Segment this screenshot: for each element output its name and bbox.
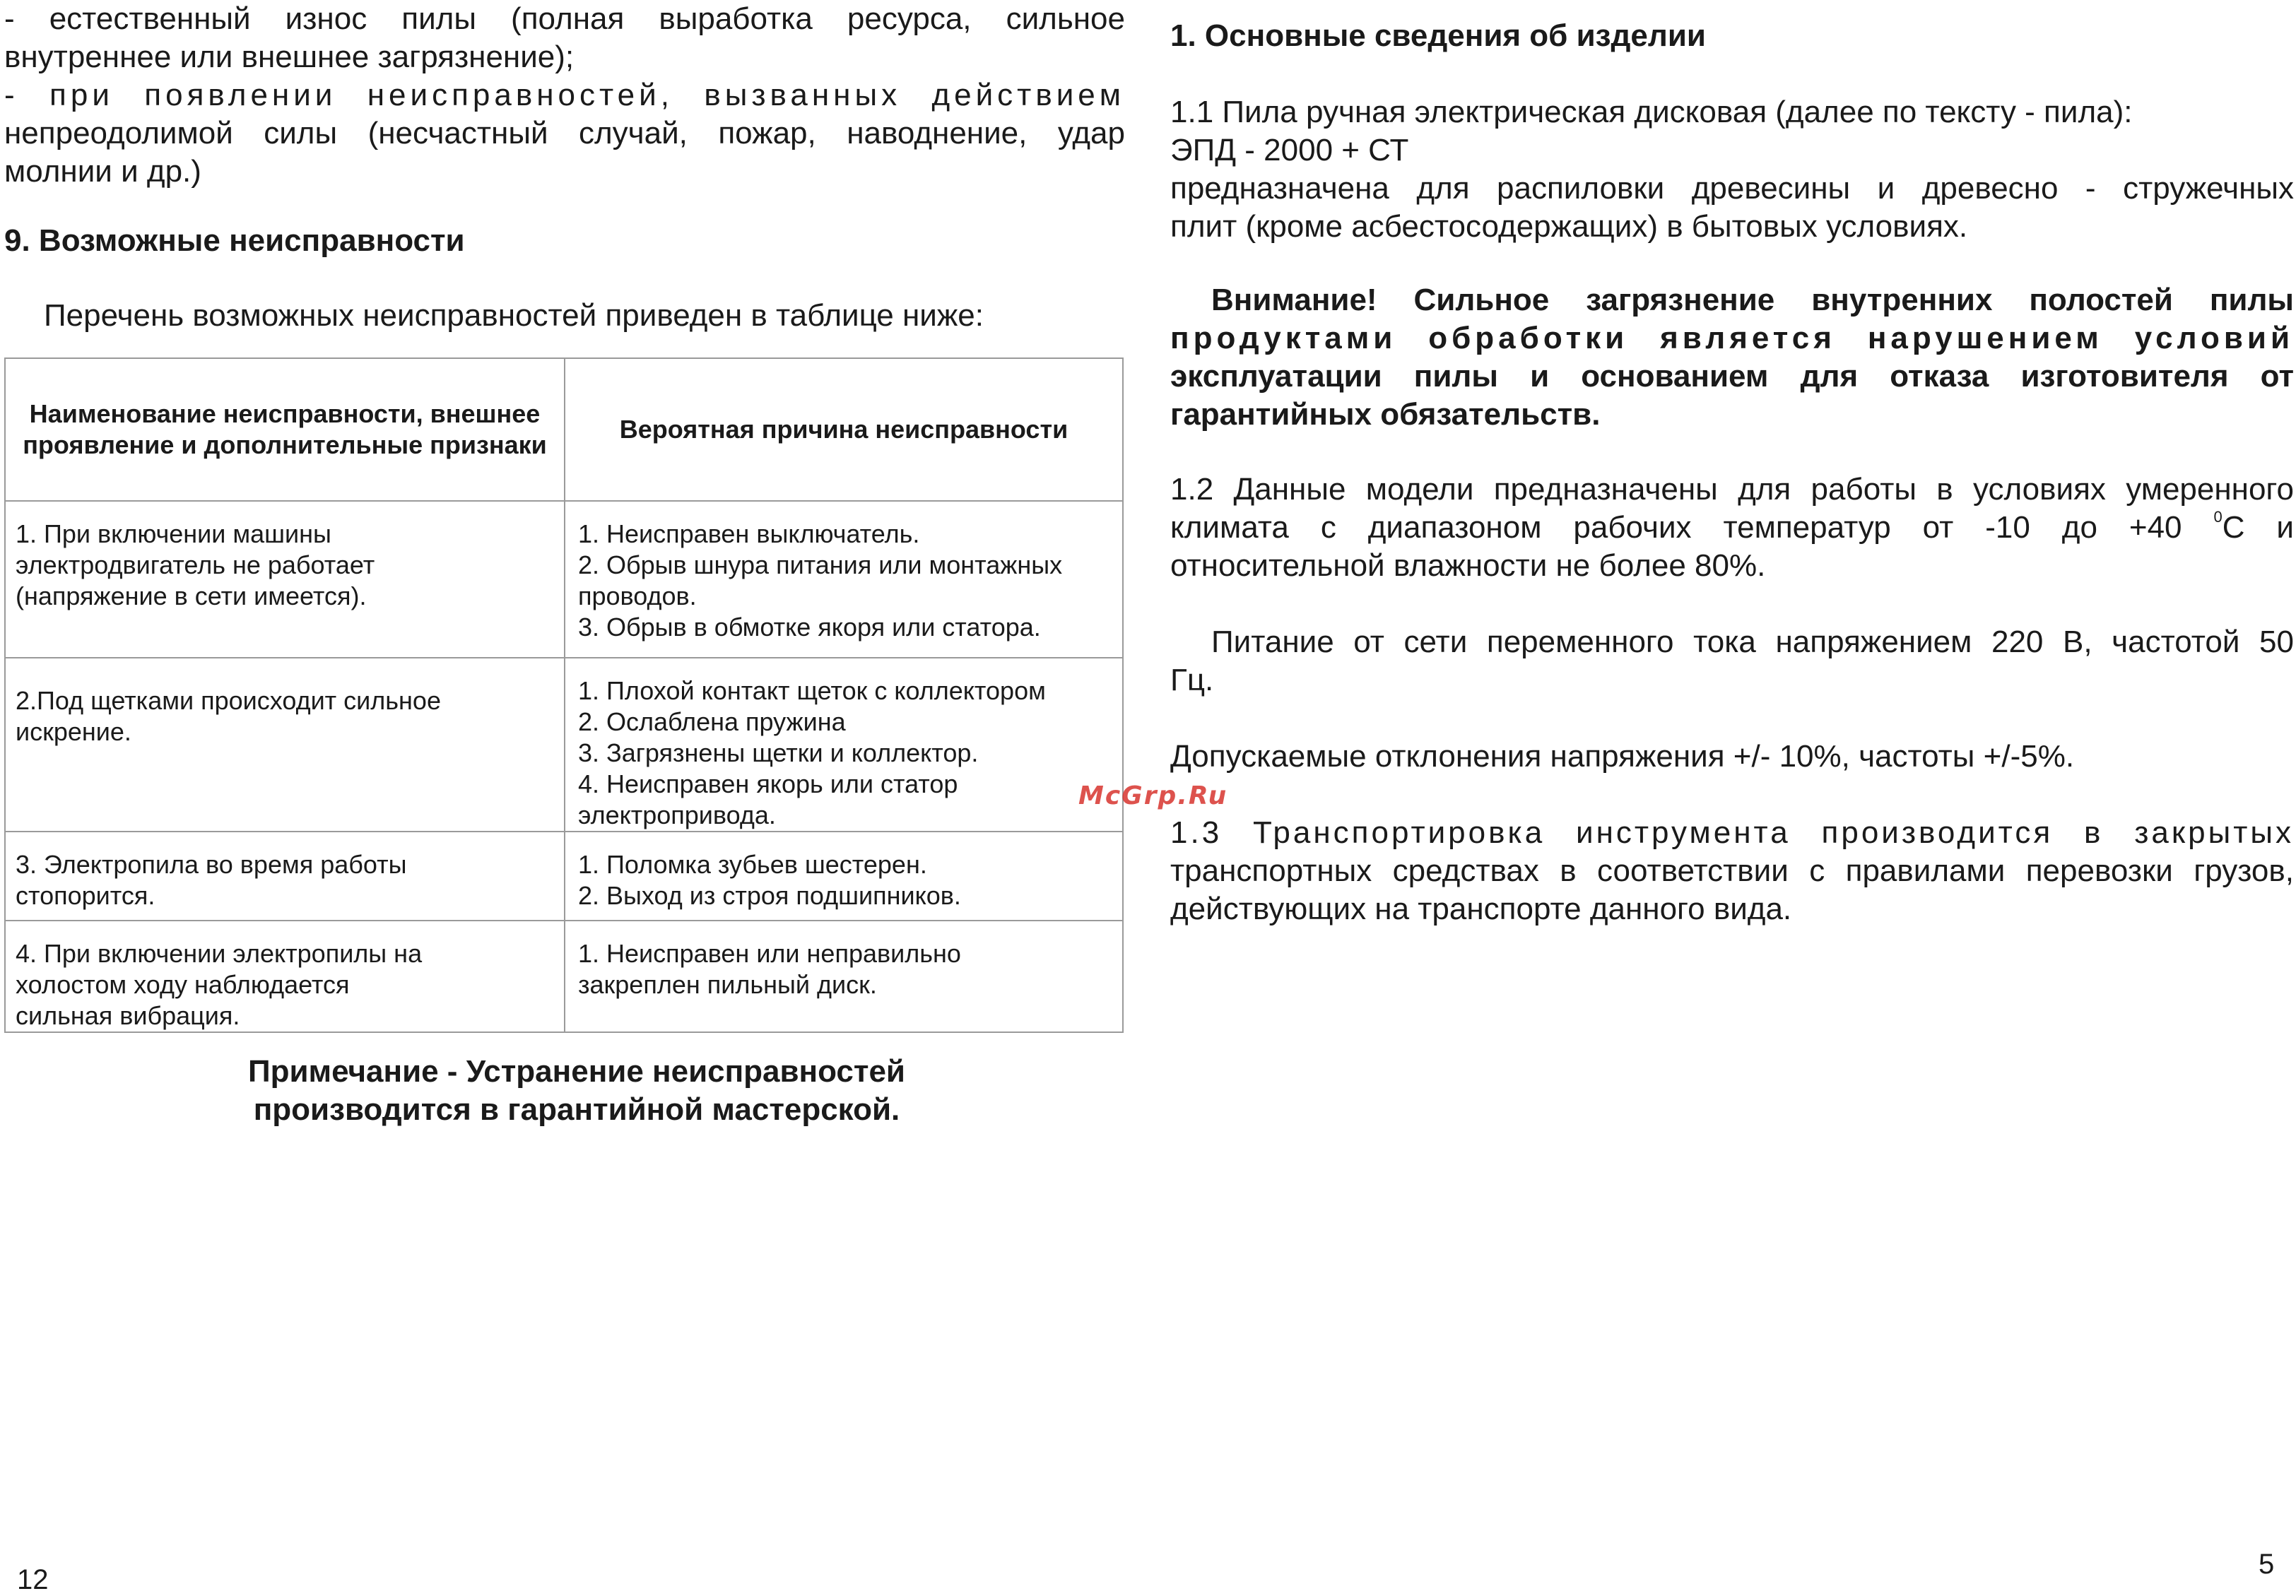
cause-cell: [565, 501, 1123, 658]
repair-note: [4, 1053, 1149, 1129]
text-line: молнии и др.): [4, 154, 201, 189]
table-header-row: [5, 358, 1123, 501]
cell-line: 2.Под щетками происходит сильное: [16, 686, 441, 715]
page-number-right: 5: [2259, 1549, 2275, 1580]
table-header-cell: Вероятная причина неисправности: [565, 358, 1123, 501]
cell-line: 3. Обрыв в обмотке якоря или статора.: [578, 613, 1041, 642]
text-line: - естественный износ пилы (полная выработка ресурса, сильное: [4, 1, 1125, 36]
cell-line: холостом ходу наблюдается: [16, 970, 350, 999]
table-row: [5, 501, 1123, 658]
text-fragment: С и: [2222, 510, 2294, 545]
cell-line: 2. Ослаблена пружина: [578, 707, 846, 736]
note-line: производится в гарантийной мастерской.: [253, 1092, 900, 1127]
symptom-cell: [5, 921, 565, 1032]
text-fragment: климата с диапазоном рабочих температур от -10 до +40: [1170, 510, 2214, 545]
cell-line: проводов.: [578, 581, 697, 610]
warranty-exclusions: [4, 0, 1125, 191]
paragraph-1-3: [1170, 814, 2294, 928]
cause-cell: [565, 658, 1123, 832]
cell-line: сильная вибрация.: [16, 1001, 240, 1030]
table-row: [5, 921, 1123, 1032]
cell-line: 3. Электропила во время работы: [16, 850, 407, 879]
text-line: Внимание! Сильное загрязнение внутренних полостей пилы: [1211, 283, 2294, 317]
faults-table: [4, 357, 1124, 1033]
text-line: транспортных средствах в соответствии с правилами перевозки грузов,: [1170, 853, 2294, 888]
table-row: [5, 658, 1123, 832]
cell-line: 1. При включении машины: [16, 519, 331, 548]
paragraph-1-2: [1170, 471, 2294, 585]
page-number-left: 12: [17, 1564, 49, 1595]
text-line: 1.3 Транспортировка инструмента производится в закрытых: [1170, 815, 2294, 850]
symptom-cell: [5, 832, 565, 921]
watermark: McGrp.Ru: [1078, 781, 1228, 810]
text-line: относительной влажности не более 80%.: [1170, 548, 1766, 583]
cell-line: искрение.: [16, 717, 131, 746]
cell-line: электродвигатель не работает: [16, 550, 375, 579]
note-line: Примечание - Устранение неисправностей: [248, 1054, 905, 1089]
warning-block: [1170, 281, 2294, 434]
cell-line: 1. Поломка зубьев шестерен.: [578, 850, 927, 879]
text-line: действующих на транспорте данного вида.: [1170, 892, 1792, 926]
text-line: предназначена для распиловки древесины и древесно - стружечных: [1170, 171, 2294, 206]
symptom-cell: [5, 501, 565, 658]
text-line: - при появлении неисправностей, вызванных действием: [4, 78, 1125, 112]
cell-line: электропривода.: [578, 800, 776, 829]
text-line: гарантийных обязательств.: [1170, 397, 1601, 432]
cell-line: 2. Обрыв шнура питания или монтажных: [578, 550, 1063, 579]
cell-line: закреплен пильный диск.: [578, 970, 877, 999]
deviation-paragraph: Допускаемые отклонения напряжения +/- 10%, частоты +/-5%.: [1170, 739, 2075, 774]
text-line: ЭПД - 2000 + СТ: [1170, 133, 1409, 167]
cell-line: 4. При включении электропилы на: [16, 939, 423, 968]
symptom-cell: [5, 658, 565, 832]
cause-cell: [565, 921, 1123, 1032]
text-line: 1.1 Пила ручная электрическая дисковая (далее по тексту - пила):: [1170, 95, 2133, 129]
cause-cell: [565, 832, 1123, 921]
power-supply-paragraph: [1170, 623, 2294, 699]
section-heading: 9. Возможные неисправности: [4, 223, 465, 258]
cell-line: 1. Плохой контакт щеток с коллектором: [578, 676, 1046, 705]
cell-line: 2. Выход из строя подшипников.: [578, 881, 961, 910]
section-intro: Перечень возможных неисправностей приведен в таблице ниже:: [44, 298, 984, 333]
degree-superscript: 0: [2213, 508, 2223, 526]
cell-line: 1. Неисправен выключатель.: [578, 519, 920, 548]
text-line: непреодолимой силы (несчастный случай, пожар, наводнение, удар: [4, 116, 1125, 150]
table-header-cell: Наименование неисправности, внешнее проявление и дополнительные признаки: [5, 358, 565, 501]
cell-line: 1. Неисправен или неправильно: [578, 939, 961, 968]
cell-line: 4. Неисправен якорь или статор: [578, 769, 958, 798]
cell-line: стопорится.: [16, 881, 155, 910]
text-line: 1.2 Данные модели предназначены для работы в условиях умеренного: [1170, 472, 2294, 507]
text-line: Питание от сети переменного тока напряжением 220 В, частотой 50: [1211, 625, 2294, 659]
paragraph-1-1: [1170, 93, 2294, 246]
text-line: [1170, 509, 2294, 547]
text-line: плит (кроме асбестосодержащих) в бытовых условиях.: [1170, 209, 1968, 244]
cell-line: (напряжение в сети имеется).: [16, 581, 367, 610]
text-line: эксплуатации пилы и основанием для отказа изготовителя от: [1170, 359, 2294, 394]
cell-line: 3. Загрязнены щетки и коллектор.: [578, 738, 979, 767]
section-heading: 1. Основные сведения об изделии: [1170, 18, 1706, 53]
text-line: Гц.: [1170, 663, 1214, 697]
table-row: [5, 832, 1123, 921]
text-line: внутреннее или внешнее загрязнение);: [4, 40, 575, 74]
text-line: продуктами обработки является нарушением условий: [1170, 321, 2294, 355]
